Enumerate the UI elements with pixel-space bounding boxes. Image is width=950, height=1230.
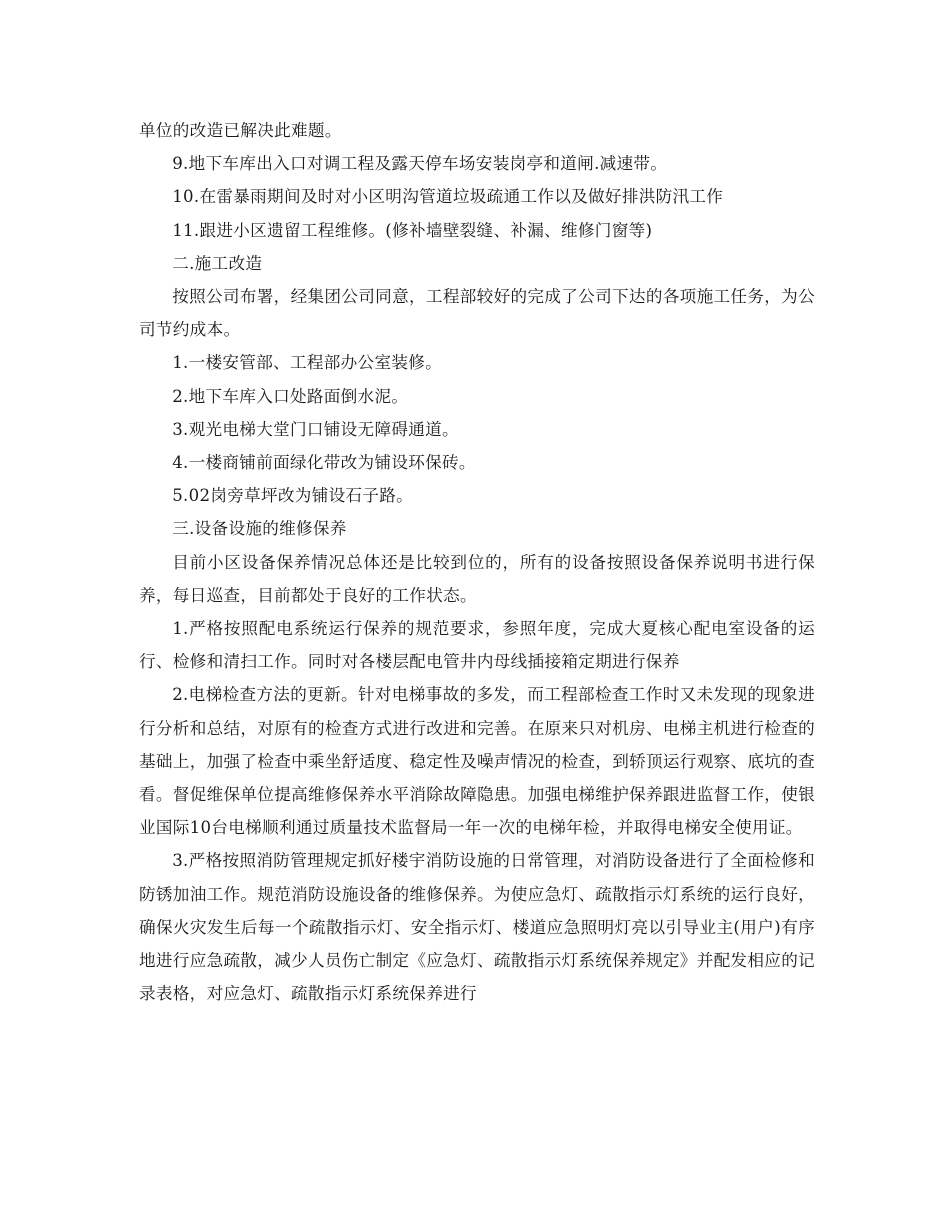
document-body xyxy=(139,114,815,1010)
list-item-construction-5: 5.02岗旁草坪改为铺设石子路。 xyxy=(172,486,414,506)
list-item-maintenance-1: 1.严格按照配电系统运行保养的规范要求，参照年度，完成大夏核心配电室设备的运行、检修和清扫工作。同时对各楼层配电管井内母线插接箱定期进行保养 xyxy=(139,619,815,672)
section-heading-construction: 二.施工改造 xyxy=(172,253,263,273)
paragraph-continuation: 单位的改造已解决此难题。 xyxy=(139,121,342,140)
paragraph-construction-intro: 按照公司布署，经集团公司同意，工程部较好的完成了公司下达的各项施工任务，为公司节约成本。 xyxy=(139,287,815,340)
list-item-11: 11.跟进小区遗留工程维修。(修补墙壁裂缝、补漏、维修门窗等) xyxy=(172,220,653,240)
list-item-construction-4: 4.一楼商铺前面绿化带改为铺设环保砖。 xyxy=(172,453,476,473)
list-item-construction-1: 1.一楼安管部、工程部办公室装修。 xyxy=(172,353,443,373)
list-item-construction-3: 3.观光电梯大堂门口铺设无障碍通道。 xyxy=(172,419,459,439)
list-item-construction-2: 2.地下车库入口处路面倒水泥。 xyxy=(172,386,409,406)
list-item-maintenance-3: 3.严格按照消防管理规定抓好楼宇消防设施的日常管理，对消防设备进行了全面检修和防锈加油工作。规范消防设施设备的维修保养。为使应急灯、疏散指示灯系统的运行良好，确保火灾发生后每一个疏散指示灯、安全指示灯、楼道应急照明灯亮以引导业主(用户)有序地进行应急疏散，减少人员伤亡制定《应急灯、疏散指示灯系统保养规定》并配发相应的记录表格，对应急灯、疏散指示灯系统保养进行 xyxy=(139,851,815,1004)
list-item-10: 10.在雷暴雨期间及时对小区明沟管道垃圾疏通工作以及做好排洪防汛工作 xyxy=(172,187,724,207)
section-heading-maintenance: 三.设备设施的维修保养 xyxy=(172,519,347,539)
list-item-9: 9.地下车库出入口对调工程及露天停车场安装岗亭和道闸.减速带。 xyxy=(172,154,668,174)
paragraph-maintenance-intro: 目前小区设备保养情况总体还是比较到位的，所有的设备按照设备保养说明书进行保养，每日巡查，目前都处于良好的工作状态。 xyxy=(139,552,815,605)
list-item-maintenance-2: 2.电梯检查方法的更新。针对电梯事故的多发，而工程部检查工作时又未发现的现象进行分析和总结，对原有的检查方式进行改进和完善。在原来只对机房、电梯主机进行检查的基础上，加强了检查中乘坐舒适度、稳定性及噪声情况的检查，到轿顶运行观察、底坑的查看。督促维保单位提高维修保养水平消除故障隐患。加强电梯维护保养跟进监督工作，使银业国际10台电梯顺利通过质量技术监督局一年一次的电梯年检，并取得电梯安全使用证。 xyxy=(139,685,815,838)
